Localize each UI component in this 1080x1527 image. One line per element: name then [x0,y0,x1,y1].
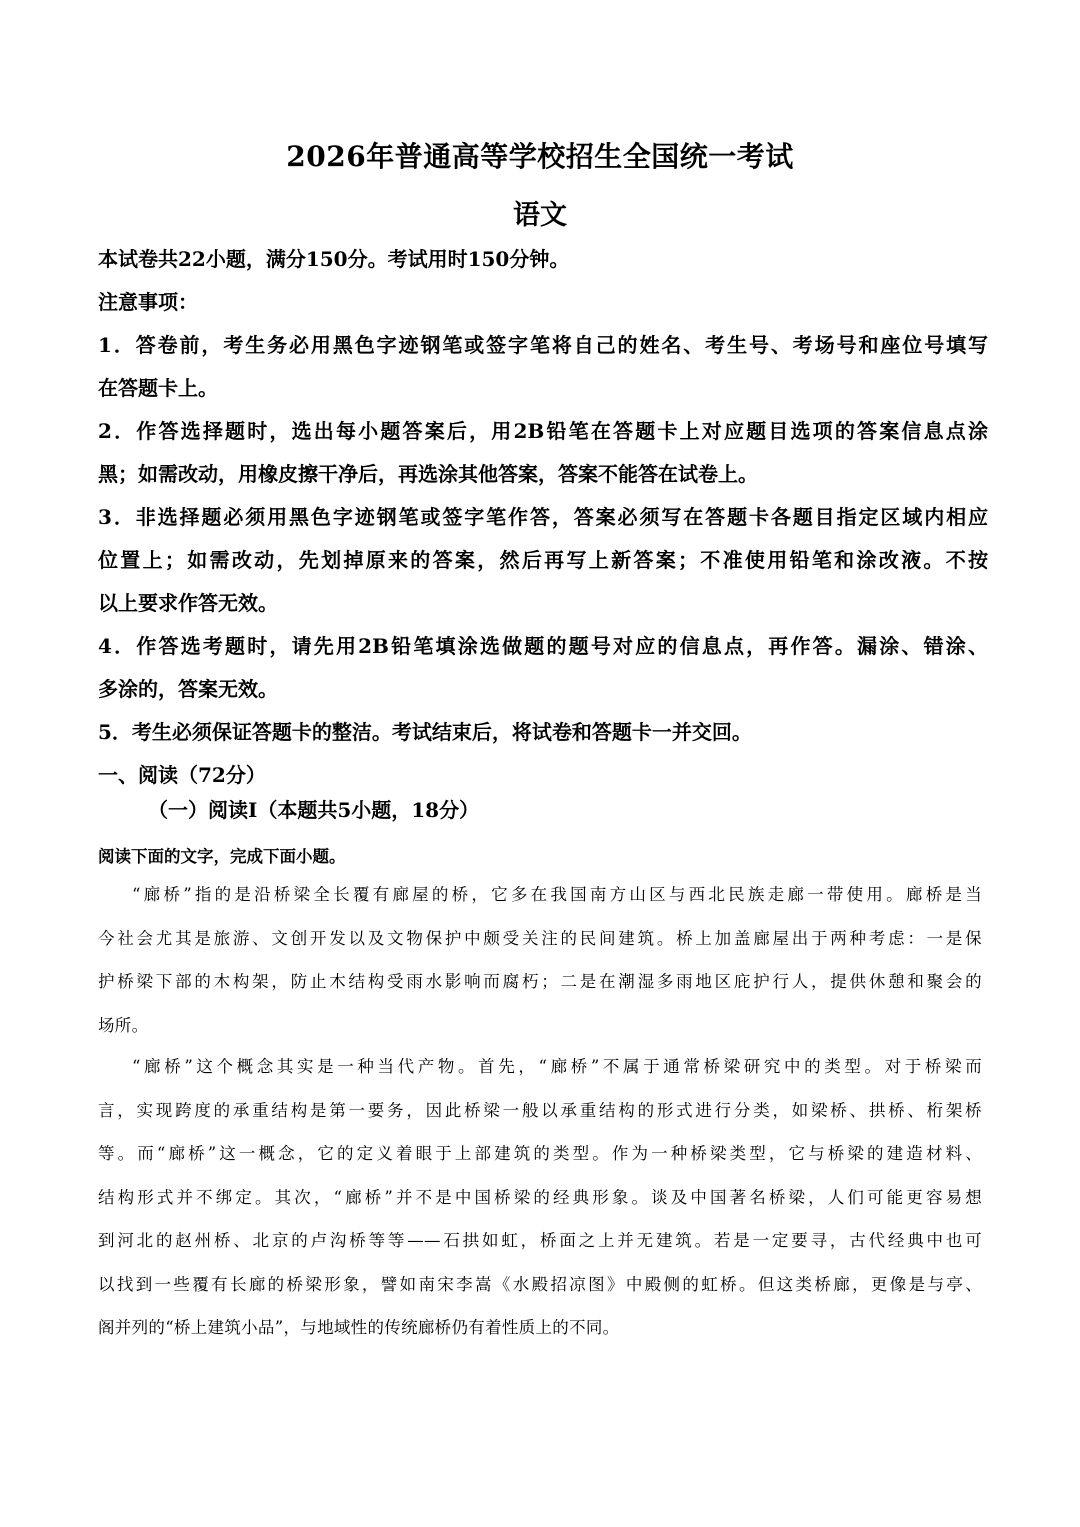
notice-4-line-2: 多涂的，答案无效。 [98,677,278,701]
passage-line: 到河北的赵州桥、北京的卢沟桥等等——石拱如虹，桥面之上并无建筑。若是一定要寻，古代经典中也可 [98,1231,982,1250]
notice-5-line-1: 5．考生必须保证答题卡的整洁。考试结束后，将试卷和答题卡一并交回。 [98,720,752,744]
notice-3-line-3: 以上要求作答无效。 [98,591,278,615]
passage-line: 护桥梁下部的木构架，防止木结构受雨水影响而腐朽；二是在潮湿多雨地区庇护行人，提供休憩和聚会的 [98,972,982,991]
notice-2-line-1: 2．作答选择题时，选出每小题答案后，用2B铅笔在答题卡上对应题目选项的答案信息点涂 [98,419,988,443]
passage-paragraph-2 [98,1045,982,1350]
notice-2-line-2: 黑；如需改动，用橡皮擦干净后，再选涂其他答案，答案不能答在试卷上。 [98,462,758,486]
notice-1-line-2: 在答题卡上。 [98,376,218,400]
passage-line: 言，实现跨度的承重结构是第一要务，因此桥梁一般以承重结构的形式进行分类，如梁桥、拱桥、桁架桥 [98,1100,982,1120]
passage-line: 以找到一些覆有长廊的桥梁形象，譬如南宋李嵩《水殿招凉图》中殿侧的虹桥。但这类桥廊，更像是与亭、 [98,1274,982,1294]
notice-1-line-1: 1．答卷前，考生务必用黑色字迹钢笔或签字笔将自己的姓名、考生号、考场号和座位号填写 [98,333,988,357]
passage-line: “廊桥”这个概念其实是一种当代产物。首先，“廊桥”不属于通常桥梁研究中的类型。对于桥梁而 [132,1057,982,1076]
passage-line: 今社会尤其是旅游、文创开发以及文物保护中颇受关注的民间建筑。桥上加盖廊屋出于两种考虑：一是保 [98,928,982,948]
passage-line: 等。而“廊桥”这一概念，它的定义着眼于上部建筑的类型。作为一种桥梁类型，它与桥梁的建造材料、 [98,1144,982,1163]
exam-title: 2026年普通高等学校招生全国统一考试 [286,140,794,173]
notice-3-line-2: 位置上；如需改动，先划掉原来的答案，然后再写上新答案；不准使用铅笔和涂改液。不按 [98,548,988,572]
passage-line: 结构形式并不绑定。其次，“廊桥”并不是中国桥梁的经典形象。谈及中国著名桥梁，人们可能更容易想 [98,1187,982,1207]
section-heading: 一、阅读（72分） [98,763,266,787]
notice-4-line-1: 4．作答选考题时，请先用2B铅笔填涂选做题的题号对应的信息点，再作答。漏涂、错涂、 [98,634,988,658]
passage-line: 场所。 [98,1015,149,1035]
reading-instruction: 阅读下面的文字，完成下面小题。 [98,847,346,866]
notice-3-line-1: 3．非选择题必须用黑色字迹钢笔或签字笔作答，答案必须写在答题卡各题目指定区域内相应 [98,505,988,529]
notice-list [98,324,988,797]
exam-summary: 本试卷共22小题，满分150分。考试用时150分钟。 [98,247,570,271]
passage-line: “廊桥”指的是沿桥梁全长覆有廊屋的桥，它多在我国南方山区与西北民族走廊一带使用。廊桥是当 [132,885,982,904]
passage-paragraph-1 [98,873,982,1047]
notice-heading: 注意事项： [98,290,198,314]
section-sub-heading: （一）阅读I（本题共5小题，18分） [148,798,480,822]
passage-line: 阁并列的“桥上建筑小品”，与地域性的传统廊桥仍有着性质上的不同。 [98,1318,620,1337]
exam-intro [98,238,988,324]
exam-subject: 语文 [513,200,567,231]
